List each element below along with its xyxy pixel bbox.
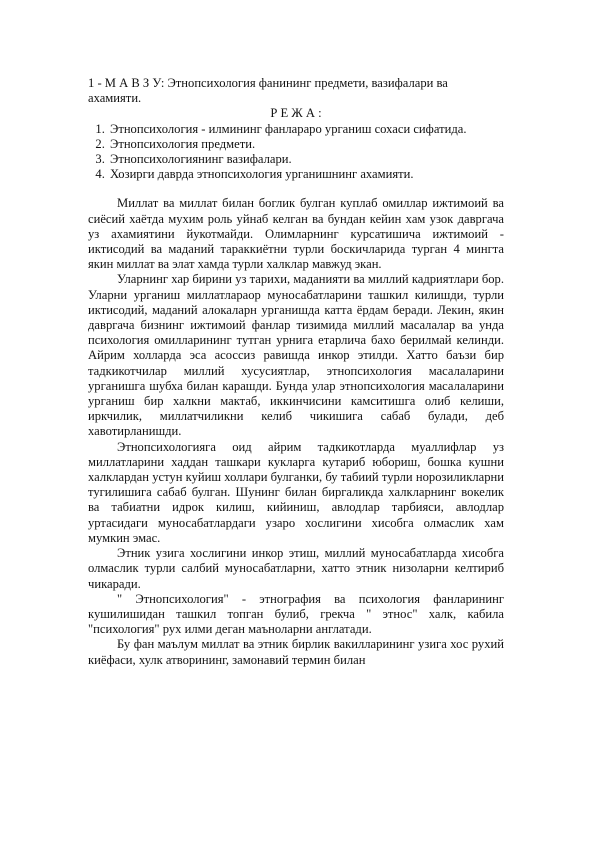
body-paragraph: Этник узига хослигини инкор этиш, миллий муносабатларда хисобга олмаслик турли салбий муносабатларни, хатто этник низоларни келтириб чикаради. <box>88 546 504 591</box>
plan-item: 4. Хозирги даврда этнопсихология урганишнинг ахамияти. <box>108 167 504 182</box>
section-gap <box>88 182 504 196</box>
plan-heading: Р Е Ж А : <box>270 106 322 121</box>
body-paragraph: Бу фан маълум миллат ва этник бирлик вакилларининг узига хос рухий киёфаси, хулк атворининг, замонавий термин билан <box>88 637 504 667</box>
plan-list <box>88 122 504 183</box>
plan-item: 1. Этнопсихология - илмининг фанлараро урганиш сохаси сифатида. <box>108 122 504 137</box>
plan-item: 3. Этнопсихологиянинг вазифалари. <box>108 152 504 167</box>
body-paragraph: " Этнопсихология" - этнография ва психология фанларининг кушилишидан ташкил топган булиб, грекча " этнос" халк, кабила "психология" рух илми деган маъноларни англатади. <box>88 591 504 637</box>
document-page <box>88 76 504 668</box>
body-paragraph: Миллат ва миллат билан боглик булган куплаб омиллар ижтимоий ва сиёсий хаётда мухим роль уйнаб келган ва бундан кейин хам узок давргача уз ахамиятини йукотмайди. Олимларнинг курсатишича ижтимоий - иктисодий ва маданий тараккиётни турли боскичларида турган 4 мингта якин миллат ва элат хамда турли халклар мавжуд экан. <box>88 196 504 272</box>
document-title: 1 - М А В З У: Этнопсихология фанининг предмети, вазифалари ва ахамияти. <box>88 76 448 106</box>
plan-item: 2. Этнопсихология предмети. <box>108 137 504 152</box>
body-paragraph: Этнопсихологияга оид айрим тадкикотларда муаллифлар уз миллатларини хаддан ташкари кукларга кутариб юбориш, бошка кушни халклардан устун куйиш холлари булганки, бу табиий турли норозиликларни тугилишига сабаб булган. Шунинг билан биргаликда халкларнинг вокелик ва табиатни идрок килиш, кийиниш, авлодлар тарбияси, авлодлар уртасидаги муносабатлардаги узаро хослигини хисобга олмаслик хам мумкин эмас. <box>88 439 504 545</box>
body-paragraph: Уларнинг хар бирини уз тарихи, маданияти ва миллий кадриятлари бор. Уларни урганиш миллатлараор муносабатларини ташкил килишди, турли иктисодий, маданий алокаларн урганишда катта ёрдам беради. Лекин, якин давргача бизнинг ижтимоий фанлар тизимида миллий масалалар ва унда психология омилларининг тутган урнига етарлича бахо берилмай келинди. Айрим холларда эса асоссиз равишда инкор этилди. Хатто баъзи бир тадкикотчилар миллий хусусиятлар, этнопсихология масалаларини урганишга шубха билан карашди. Бунда улар этнопсихология масалаларини урганиш бир халкни мактаб, иккинчисини камситишга олиб келиши, иркчилик, миллатчиликни келиб чикишига сабаб булади, деб хавотирланишди. <box>88 272 504 439</box>
